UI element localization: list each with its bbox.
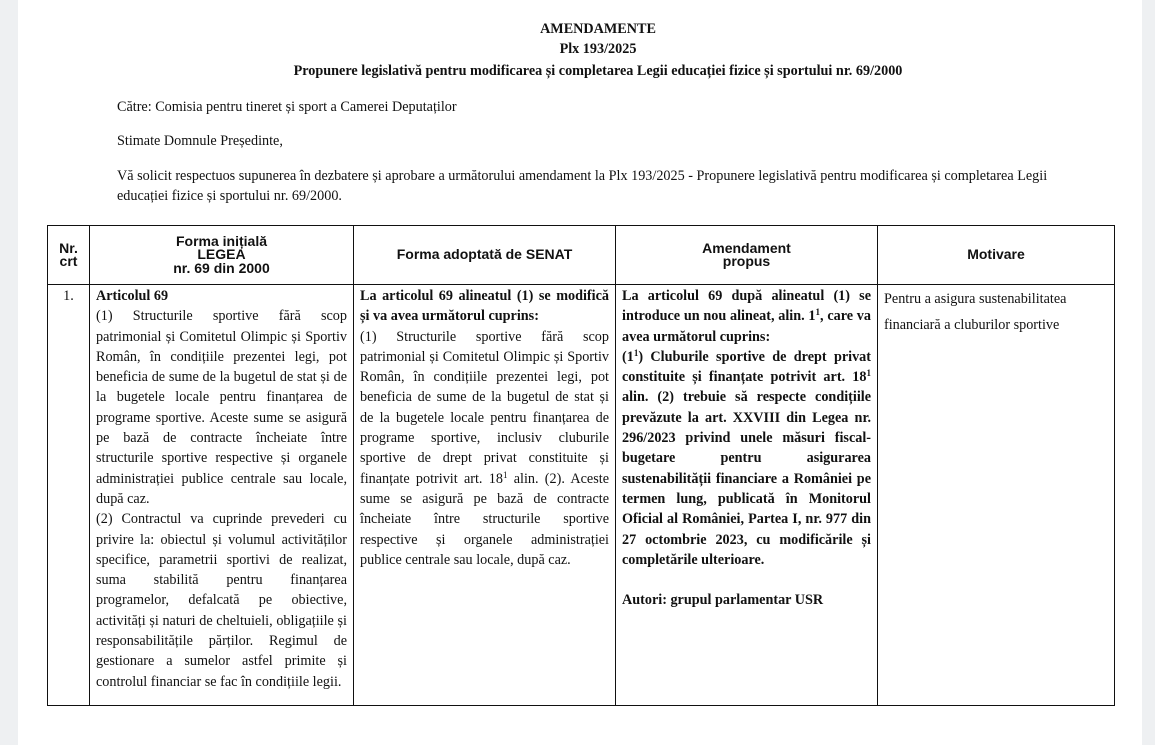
header-senate-form: Forma adoptată de SENAT — [354, 226, 616, 285]
initial-paragraph-2: (2) Contractul va cuprinde prevederi cu privire la: obiectul și volumul activităților specifice, parametrii sportivi de realizat, suma stabilită pentru finanțarea programelor, defalcată pe obiective, activități și naturi de cheltuieli, obligațiile și responsabilitățile părților. Regimul de gestionare a sumelor astfel primite și controlul financiar se fac în condițiile legii. — [96, 511, 347, 690]
header-initial-line3: nr. 69 din 2000 — [173, 259, 270, 276]
header-nr — [48, 226, 90, 285]
header-initial-line2: LEGEA — [197, 246, 246, 263]
document-page — [18, 0, 1142, 745]
header-amend-line1: Amendament — [702, 239, 791, 256]
amendment-lead-sup: 1 — [815, 307, 821, 318]
document-title: AMENDAMENTE — [540, 21, 656, 37]
bill-number: Plx 193/2025 — [559, 41, 637, 57]
table-row — [48, 285, 1115, 706]
senate-form-cell — [354, 285, 616, 706]
header-nr-line2: crt — [59, 253, 78, 269]
amendment-p-sup2: 1 — [866, 368, 871, 379]
senate-text-a: (1) Structurile sportive fără scop patrimonial și Comitetul Olimpic și Sportiv Român, în condițiile prezentei legi, pot beneficia de sume de la bugetul de stat și de la bugetele locale pentru finanțarea de programe sportive, inclusiv cluburile sportive de drept privat constituite și finanțate potrivit art. 18 — [360, 328, 609, 487]
header-initial-line1: Forma inițială — [175, 232, 268, 249]
amendment-p-open: (1 — [622, 348, 634, 365]
header-nr-line1: Nr. — [59, 239, 78, 256]
initial-article-title: Articolul 69 — [96, 288, 169, 304]
header-initial-form — [90, 226, 354, 285]
senate-paragraph — [360, 327, 609, 571]
row-number: 1. — [48, 285, 90, 706]
senate-lead: La articolul 69 alineatul (1) se modifică și va avea următorul cuprins: — [360, 288, 609, 325]
header-amend-line2: propus — [722, 253, 771, 269]
greeting-line: Stimate Domnule Președinte, — [117, 133, 283, 149]
senate-sup: 1 — [502, 469, 508, 480]
amendment-authors: Autori: grupul parlamentar USR — [622, 592, 824, 609]
amendment-lead — [622, 286, 871, 347]
senate-text-b: alin. (2). Aceste sume se asigură pe bază de contracte încheiate între structurile sportive respective și organele administrației publice centrale sau locale, după caz. — [360, 470, 609, 568]
header-amendment — [616, 226, 878, 285]
amendment-paragraph — [622, 347, 871, 570]
amendment-cell — [616, 285, 878, 706]
header-motive: Motivare — [878, 226, 1115, 285]
amendment-p-a: ) Cluburile sportive de drept privat constituite și finanțate potrivit art. 18 — [622, 348, 871, 386]
initial-form-cell — [90, 285, 354, 706]
initial-paragraph-1: (1) Structurile sportive fără scop patrimonial și Comitetul Olimpic și Sportiv Român, în condițiile prezentei legi, pot beneficia de sume de la bugetul de stat și de la bugetele locale pentru finanțarea de programe sportive. Aceste sume se asigură pe bază de contracte încheiate între structurile sportive respective și organele administrației publice centrale sau locale, după caz. — [96, 308, 347, 507]
recipient-line: Către: Comisia pentru tineret și sport a Camerei Deputaților — [117, 99, 457, 115]
document-subtitle: Propunere legislativă pentru modificarea și completarea Legii educației fizice și sportului nr. 69/2000 — [293, 63, 903, 79]
amendment-lead-b: , care va avea următorul cuprins: — [622, 308, 871, 345]
amendment-p-sup1: 1 — [633, 347, 639, 358]
motive-cell: Pentru a asigura sustenabilitatea financiară a cluburilor sportive — [878, 285, 1115, 706]
amendment-lead-a: La articolul 69 după alineatul (1) se introduce un nou alineat, alin. 1 — [622, 288, 871, 325]
request-paragraph: Vă solicit respectuos supunerea în dezbatere și aprobare a următorului amendament la Plx 193/2025 - Propunere legislativă pentru modificarea și completarea Legii educației fizice și sportului nr. 69/2000. — [117, 168, 1048, 204]
amendment-table — [47, 225, 1115, 706]
table-header-row — [48, 226, 1115, 285]
amendment-p-b: alin. (2) trebuie să respecte condițiile prevăzute la art. XXVIII din Legea nr. 296/2023 privind unele măsuri fiscal-bugetare pentru asigurarea sustenabilității financiare a României pe termen lung, publicată în Monitorul Oficial al României, Partea I, nr. 977 din 27 octombrie 2023, cu modificările și completările ulterioare. — [622, 389, 871, 568]
